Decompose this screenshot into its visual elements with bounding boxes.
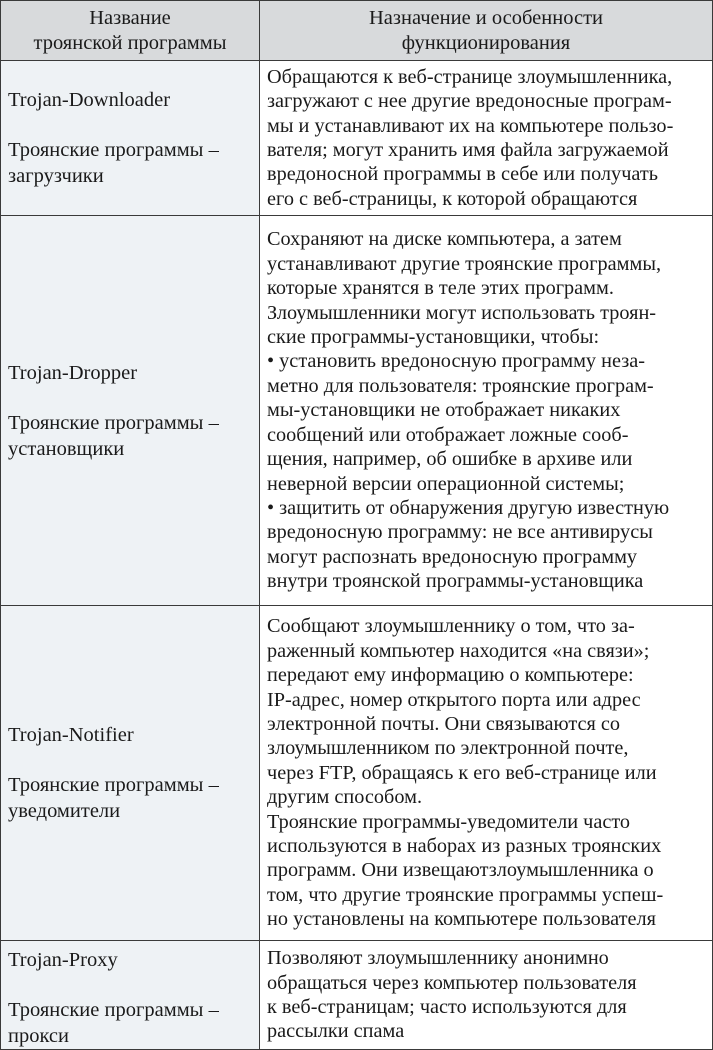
trojan-name-ru-line2: загрузчики bbox=[8, 165, 104, 187]
trojan-name-en: Trojan-Proxy bbox=[8, 949, 118, 971]
description-line: вредоносную программу: не все антивирусы bbox=[267, 521, 653, 544]
trojan-name-cell bbox=[1, 941, 260, 1050]
description-line: обращаться через компьютер пользователя bbox=[267, 971, 637, 994]
description-line: • установить вредоносную программу неза- bbox=[267, 350, 646, 373]
description-line: щения, например, об ошибке в архиве или bbox=[267, 448, 633, 471]
description-line: через FTP, обращаясь к его веб-странице или bbox=[267, 761, 657, 784]
trojan-description-cell bbox=[260, 941, 713, 1050]
description-line: вредоносной программы в себе или получать bbox=[267, 163, 658, 186]
description-line: внутри троянской программы-установщика bbox=[267, 570, 644, 593]
header-purpose-column bbox=[260, 1, 713, 61]
trojan-name-ru-line2: прокси bbox=[8, 1025, 69, 1047]
description-line: передают ему информацию о компьютере: bbox=[267, 664, 634, 687]
description-line: раженный компьютер находится «на связи»; bbox=[267, 639, 650, 662]
trojan-description-cell bbox=[260, 61, 713, 216]
description-line: метно для пользователя: троянские програм- bbox=[267, 374, 654, 397]
description-line: программ. Они извещаютзлоумышленника о bbox=[267, 859, 654, 882]
header-name-line2: троянской программы bbox=[33, 31, 227, 54]
trojan-description-cell bbox=[260, 606, 713, 941]
header-purpose-line2: функционирования bbox=[401, 31, 571, 54]
trojan-name-cell bbox=[1, 606, 260, 941]
trojan-name-en: Trojan-Notifier bbox=[8, 724, 134, 746]
description-line: но установлены на компьютере пользователя bbox=[267, 908, 656, 931]
description-line: Позволяют злоумышленнику анонимно bbox=[267, 947, 609, 970]
description-line: рассылки спама bbox=[267, 1020, 405, 1043]
description-line: Сообщают злоумышленнику о том, что за- bbox=[267, 615, 635, 638]
trojan-name-en: Trojan-Downloader bbox=[8, 89, 171, 111]
trojan-name-ru-line2: установщики bbox=[8, 437, 125, 460]
header-name-line1: Название bbox=[89, 6, 171, 29]
table-row-downloader bbox=[1, 61, 713, 216]
header-name-column bbox=[1, 1, 260, 61]
trojan-name-ru-line1: Троянские программы – bbox=[8, 774, 219, 796]
trojan-name-cell bbox=[1, 216, 260, 606]
description-line: другим способом. bbox=[267, 786, 423, 809]
description-line: ские программы-установщики, чтобы: bbox=[267, 326, 600, 349]
description-line: Обращаются к веб-странице злоумышленника, bbox=[267, 65, 673, 88]
trojan-name-ru-line1: Троянские программы – bbox=[8, 411, 219, 434]
description-line: Злоумышленники могут использовать троян- bbox=[267, 301, 657, 324]
trojan-name-en: Trojan-Dropper bbox=[8, 361, 138, 384]
description-line: Троянские программы-уведомители часто bbox=[267, 810, 631, 833]
description-line: IP-адрес, номер открытого порта или адрес bbox=[267, 688, 641, 711]
description-line: загружают с нее другие вредоносные програм- bbox=[267, 90, 672, 113]
trojan-name-ru-line1: Троянские программы – bbox=[8, 999, 219, 1021]
header-purpose-line1: Назначение и особенности bbox=[368, 6, 604, 29]
description-line: используются в наборах из разных троянских bbox=[267, 835, 662, 858]
trojan-name-ru-line1: Троянские программы – bbox=[8, 139, 219, 161]
description-line: устанавливают другие троянские программы, bbox=[267, 252, 662, 275]
description-line: злоумышленником по электронной почте, bbox=[267, 737, 629, 760]
description-line: Сохраняют на диске компьютера, а затем bbox=[267, 228, 622, 251]
description-line: его с веб-страницы, к которой обращаются bbox=[267, 187, 638, 210]
trojan-name-ru-line2: уведомители bbox=[8, 800, 121, 822]
table-row-notifier bbox=[1, 606, 713, 941]
description-line: мы-установщики не отображает никаких bbox=[267, 399, 621, 422]
trojan-description-cell bbox=[260, 216, 713, 606]
description-line: • защитить от обнаружения другую известную bbox=[267, 496, 670, 519]
header-row bbox=[1, 1, 713, 61]
description-line: неверной версии операционной системы; bbox=[267, 472, 625, 495]
trojan-name-cell bbox=[1, 61, 260, 216]
table-row-dropper bbox=[1, 216, 713, 606]
description-line: вателя; могут хранить имя файла загружаемой bbox=[267, 139, 669, 161]
table-row-proxy bbox=[1, 941, 713, 1050]
description-line: электронной почты. Они связываются со bbox=[267, 712, 621, 735]
description-line: которые хранятся в теле этих программ. bbox=[267, 277, 614, 300]
description-line: могут распознать вредоносную программу bbox=[267, 545, 638, 568]
description-line: к веб-страницам; часто используются для bbox=[267, 996, 627, 1018]
description-line: мы и устанавливают их на компьютере пользо- bbox=[267, 114, 674, 137]
description-line: том, что другие троянские программы успеш- bbox=[267, 883, 664, 906]
description-line: сообщений или отображает ложные сооб- bbox=[267, 423, 629, 446]
